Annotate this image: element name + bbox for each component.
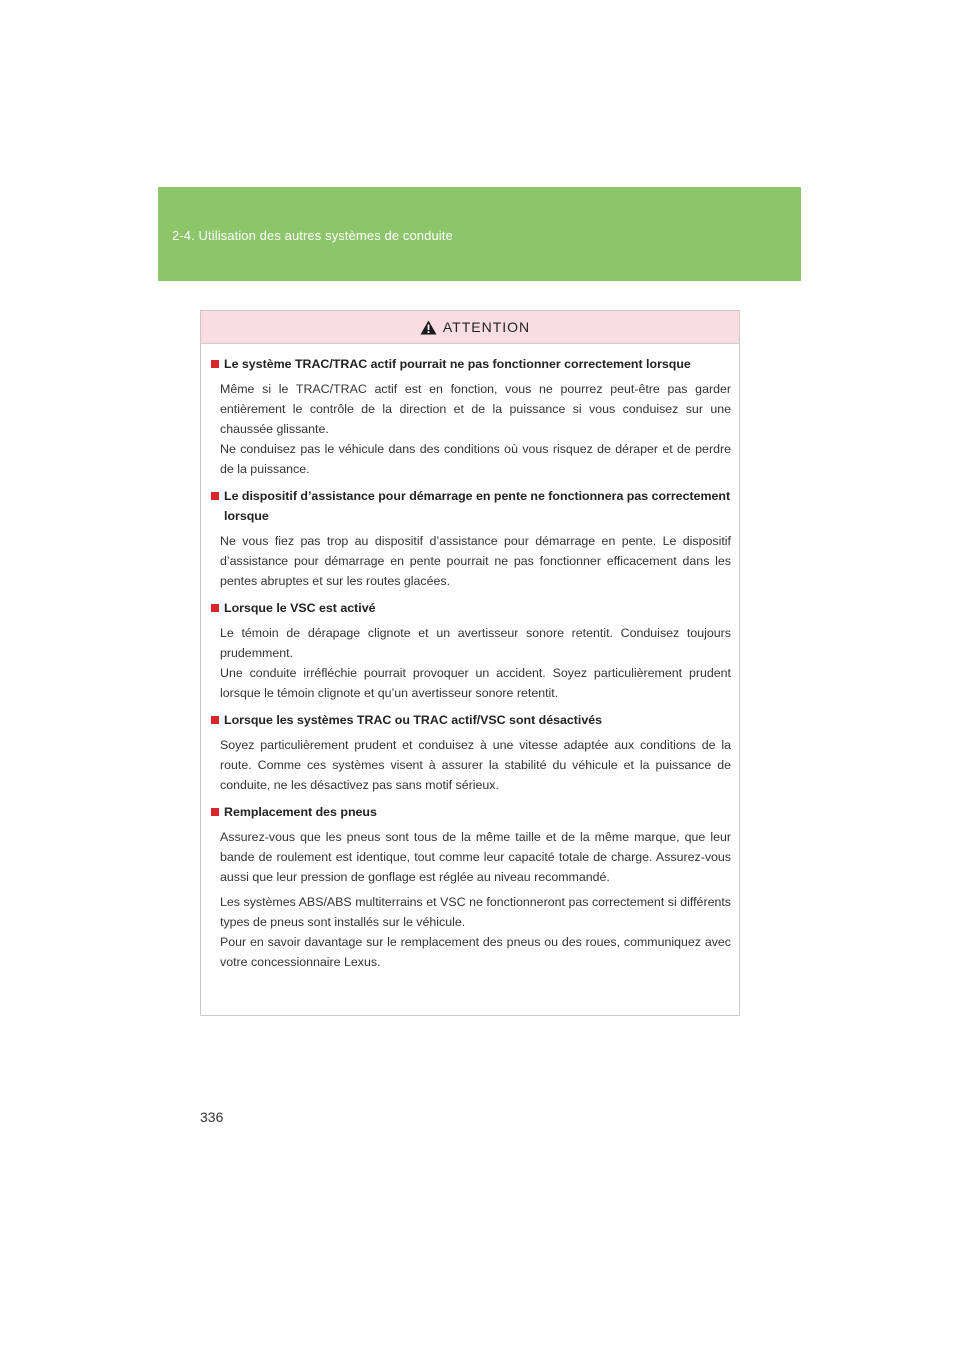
paragraph: Ne vous fiez pas trop au dispositif d’assistance pour démarrage en pente. Le dispositif d’assistance pour démarrage en pente pourrait ne pas fonctionner efficacement dans les pentes abruptes et sur les routes glacées. <box>220 534 731 588</box>
paragraph: Les systèmes ABS/ABS multiterrains et VSC ne fonctionneront pas correctement si différents types de pneus sont installés sur le véhicule. <box>220 895 731 929</box>
warning-header <box>201 311 739 344</box>
paragraph: Le témoin de dérapage clignote et un avertisseur sonore retentit. Conduisez toujours prudemment. <box>220 626 731 660</box>
section-text <box>220 531 731 591</box>
paragraph: Une conduite irréfléchie pourrait provoquer un accident. Soyez particulièrement prudent lorsque le témoin clignote et qu’un avertisseur sonore retentit. <box>220 666 731 700</box>
bullet-square-icon <box>211 716 219 724</box>
warning-section <box>211 598 731 703</box>
bullet-square-icon <box>211 360 219 368</box>
paragraph: Ne conduisez pas le véhicule dans des conditions où vous risquez de déraper et de perdre de la puissance. <box>220 442 731 476</box>
section-text <box>220 623 731 703</box>
section-heading: Lorsque les systèmes TRAC ou TRAC actif/VSC sont désactivés <box>211 710 731 730</box>
paragraph: Assurez-vous que les pneus sont tous de la même taille et de la même marque, que leur bande de roulement est identique, tout comme leur capacité totale de charge. Assurez-vous aussi que leur pression de gonflage est réglée au niveau recommandé. <box>220 830 731 884</box>
section-heading: Le dispositif d’assistance pour démarrage en pente ne fonctionnera pas correctement lorsque <box>211 486 731 526</box>
page-number: 336 <box>200 1109 224 1125</box>
bullet-square-icon <box>211 808 219 816</box>
warning-triangle-icon <box>420 320 437 335</box>
section-heading: Remplacement des pneus <box>211 802 731 822</box>
bullet-square-icon <box>211 492 219 500</box>
section-text <box>220 379 731 479</box>
warning-box <box>200 310 740 1016</box>
warning-section <box>211 710 731 795</box>
warning-body <box>201 344 739 972</box>
section-text <box>220 827 731 972</box>
section-header-band <box>158 187 801 281</box>
paragraph: Même si le TRAC/TRAC actif est en fonction, vous ne pourrez peut-être pas garder entièrement le contrôle de la direction et de la puissance si vous conduisez sur une chaussée glissante. <box>220 382 731 436</box>
warning-section <box>211 486 731 591</box>
section-heading: Le système TRAC/TRAC actif pourrait ne pas fonctionner correctement lorsque <box>211 354 731 374</box>
warning-section <box>211 354 731 479</box>
warning-title: ATTENTION <box>442 319 531 335</box>
section-title: 2-4. Utilisation des autres systèmes de conduite <box>172 228 453 243</box>
paragraph: Soyez particulièrement prudent et conduisez à une vitesse adaptée aux conditions de la route. Comme ces systèmes visent à assurer la stabilité du véhicule et la puissance de conduite, ne les désactivez pas sans motif sérieux. <box>220 738 731 792</box>
section-text <box>220 735 731 795</box>
warning-section <box>211 802 731 972</box>
paragraph: Pour en savoir davantage sur le remplacement des pneus ou des roues, communiquez avec votre concessionnaire Lexus. <box>220 935 731 969</box>
section-heading: Lorsque le VSC est activé <box>211 598 731 618</box>
bullet-square-icon <box>211 604 219 612</box>
